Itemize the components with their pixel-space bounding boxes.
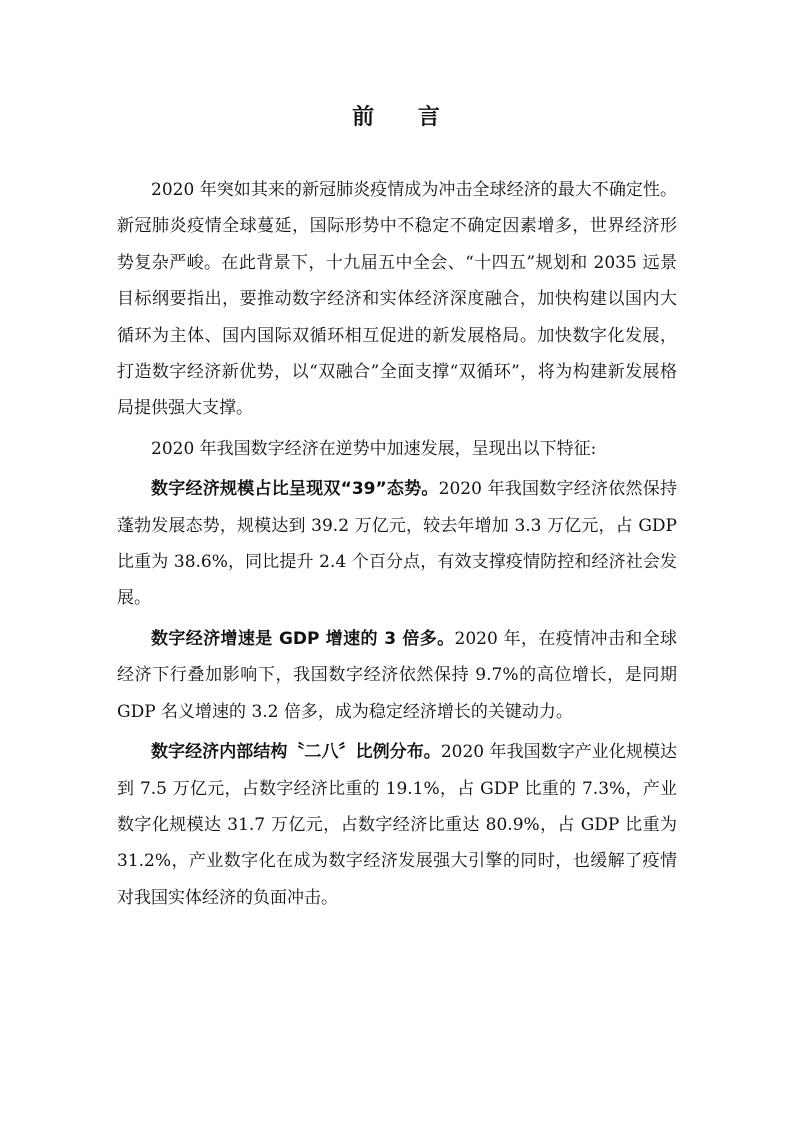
paragraph-text: 2020 年我国数字经济依然保持蓬勃发展态势，规模达到 39.2 万亿元，较去年增加 3.3 万亿元，占 GDP 比重为 38.6%，同比提升 2.4 个百分点，有效支撑疫情防控和经济社会发展。 — [117, 479, 677, 609]
paragraph-text: 2020 年我国数字经济在逆势中加速发展，呈现出以下特征: — [151, 438, 597, 459]
document-body — [117, 172, 677, 920]
paragraph-features-intro — [117, 431, 677, 467]
paragraph-scale — [117, 471, 677, 617]
paragraph-text: 2020 年我国数字产业化规模达到 7.5 万亿元，占数字经济比重的 19.1%，占 GDP 比重的 7.3%，产业数字化规模达 31.7 万亿元，占数字经济比重达 80.9%，占 GDP 比重为 31.2%，产业数字化在成为数字经济发展强大引擎的同时，也缓解了疫情对我国实体经济的负面冲击。 — [117, 742, 678, 908]
paragraph-growth — [117, 621, 677, 730]
paragraph-intro — [117, 172, 677, 427]
page-title: 前 言 — [352, 105, 458, 130]
paragraph-text: 2020 年，在疫情冲击和全球经济下行叠加影响下，我国数字经济依然保持 9.7%的高位增长，是同期 GDP 名义增速的 3.2 倍多，成为稳定经济增长的关键动力。 — [117, 628, 677, 722]
paragraph-lead: 数字经济内部结构〝二八〞比例分布。 — [151, 742, 441, 763]
paragraph-structure — [117, 734, 677, 916]
paragraph-lead: 数字经济规模占比呈现双“39”态势。 — [151, 479, 439, 500]
paragraph-lead: 数字经济增速是 GDP 增速的 3 倍多。 — [151, 628, 455, 649]
paragraph-text: 2020 年突如其来的新冠肺炎疫情成为冲击全球经济的最大不确定性。新冠肺炎疫情全球蔓延，国际形势中不稳定不确定因素增多，世界经济形势复杂严峻。在此背景下，十九届五中全会、“十四五”规划和 2035 远景目标纲要指出，要推动数字经济和实体经济深度融合，加快构建以国内大循环为主体、国内国际双循环相互促进的新发展格局。加快数字化发展，打造数字经济新优势，以“双融合”全面支撑“双循环”，将为构建新发展格局提供强大支撑。 — [117, 180, 677, 419]
